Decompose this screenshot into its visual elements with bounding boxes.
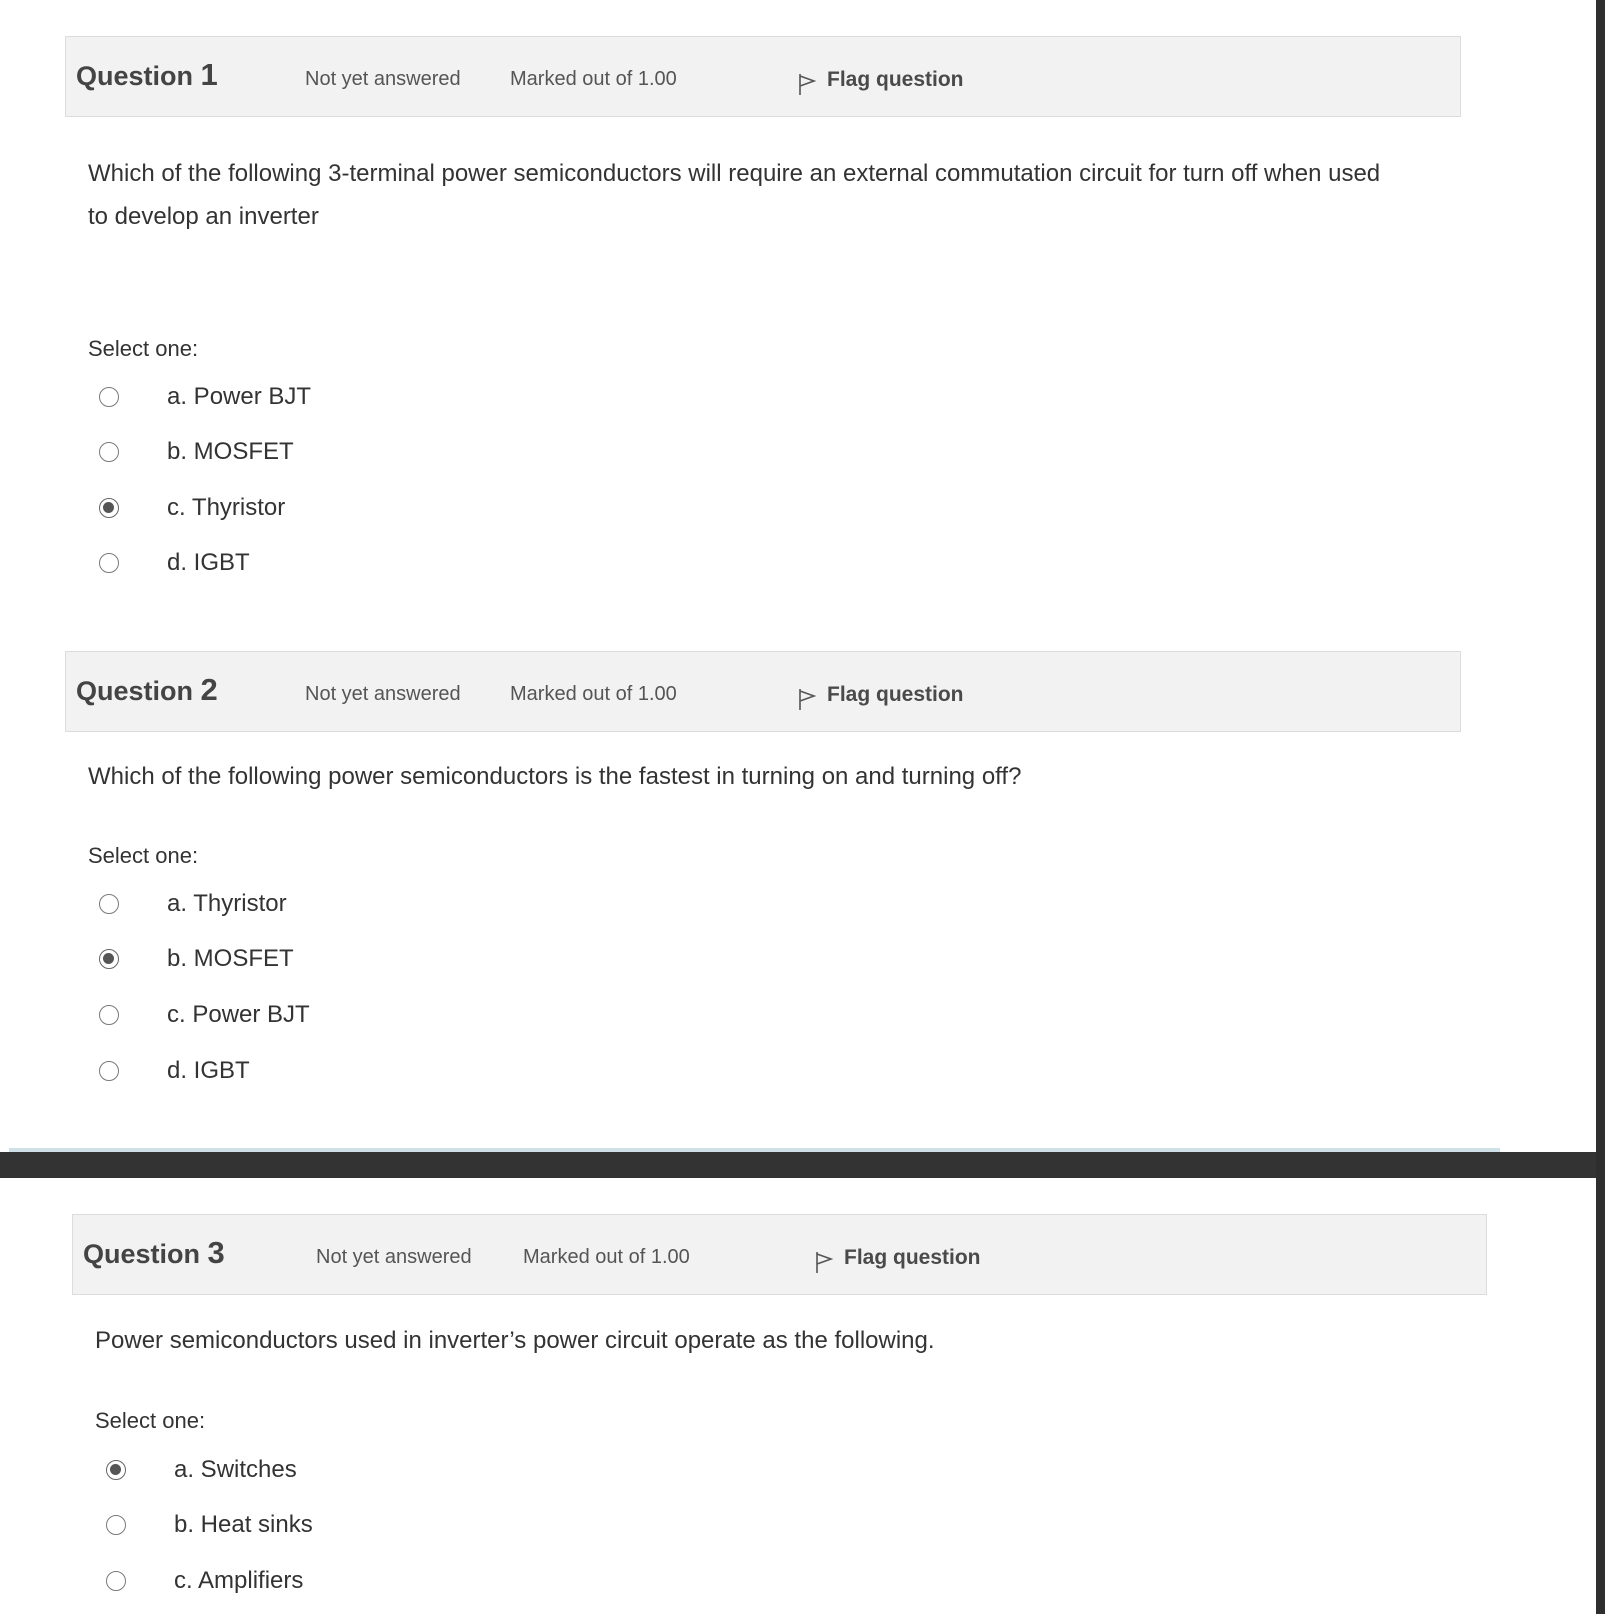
question-3-marked: Marked out of 1.00	[523, 1246, 690, 1268]
option-label: a. Thyristor	[167, 890, 287, 917]
question-1-option-c[interactable]	[99, 494, 285, 522]
question-2-title: Question 2	[76, 672, 218, 707]
option-label: d. IGBT	[167, 549, 250, 576]
flag-icon	[797, 687, 817, 711]
question-3-text: Power semiconductors used in inverter’s power circuit operate as the following.	[95, 1327, 935, 1354]
question-1-header	[65, 36, 1461, 117]
question-3-flag-button[interactable]	[814, 1242, 981, 1274]
question-3-state: Not yet answered	[316, 1246, 472, 1268]
option-label: d. IGBT	[167, 1057, 250, 1084]
question-2-option-a[interactable]	[99, 890, 287, 918]
radio-button[interactable]	[99, 553, 119, 573]
question-3-header	[72, 1214, 1487, 1295]
question-1-state: Not yet answered	[305, 68, 461, 90]
question-2-option-d[interactable]	[99, 1057, 250, 1085]
flag-icon	[797, 72, 817, 96]
option-label: c. Thyristor	[167, 494, 286, 521]
question-1-flag-button[interactable]	[797, 64, 964, 96]
question-1-text: Which of the following 3-terminal power semiconductors will require an external commutation circuit for turn off when used to develop an inverter	[88, 160, 1381, 230]
option-label: c. Amplifiers	[174, 1567, 304, 1594]
flag-label: Flag question	[844, 1246, 981, 1269]
option-label: b. Heat sinks	[174, 1511, 313, 1538]
radio-button[interactable]	[99, 442, 119, 462]
option-label: a. Switches	[174, 1456, 297, 1483]
question-2-option-c[interactable]	[99, 1001, 310, 1029]
question-3-select-label: Select one:	[95, 1408, 206, 1433]
flag-icon	[814, 1250, 834, 1274]
question-1-title: Question 1	[76, 57, 218, 92]
separator-bar	[0, 1152, 1605, 1178]
question-1-option-d[interactable]	[99, 549, 250, 577]
option-label: a. Power BJT	[167, 383, 312, 410]
question-3-title: Question 3	[83, 1235, 225, 1270]
radio-button-checked[interactable]	[99, 498, 119, 518]
question-2-option-b[interactable]	[99, 945, 294, 973]
question-1-option-a[interactable]	[99, 383, 311, 411]
question-2-state: Not yet answered	[305, 683, 461, 705]
question-2-select-label: Select one:	[88, 843, 199, 868]
question-2-marked: Marked out of 1.00	[510, 683, 677, 705]
flag-label: Flag question	[827, 683, 964, 706]
question-3-option-c[interactable]	[106, 1567, 303, 1595]
question-2-flag-button[interactable]	[797, 679, 964, 711]
option-label: b. MOSFET	[167, 438, 294, 465]
radio-button[interactable]	[106, 1515, 126, 1535]
radio-button[interactable]	[106, 1571, 126, 1591]
question-3-option-a[interactable]	[106, 1456, 297, 1484]
radio-button[interactable]	[99, 387, 119, 407]
option-label: b. MOSFET	[167, 945, 294, 972]
radio-button[interactable]	[99, 1061, 119, 1081]
radio-button[interactable]	[99, 894, 119, 914]
question-3-option-b[interactable]	[106, 1511, 313, 1539]
question-1-select-label: Select one:	[88, 336, 199, 361]
option-label: c. Power BJT	[167, 1001, 310, 1028]
radio-button-checked[interactable]	[99, 949, 119, 969]
radio-button-checked[interactable]	[106, 1460, 126, 1480]
question-2-header	[65, 651, 1461, 732]
flag-label: Flag question	[827, 68, 964, 91]
radio-button[interactable]	[99, 1005, 119, 1025]
right-edge-bar	[1596, 0, 1605, 1614]
question-1-option-b[interactable]	[99, 438, 294, 466]
question-2-text: Which of the following power semiconductors is the fastest in turning on and turning off?	[88, 763, 1022, 790]
question-1-marked: Marked out of 1.00	[510, 68, 677, 90]
